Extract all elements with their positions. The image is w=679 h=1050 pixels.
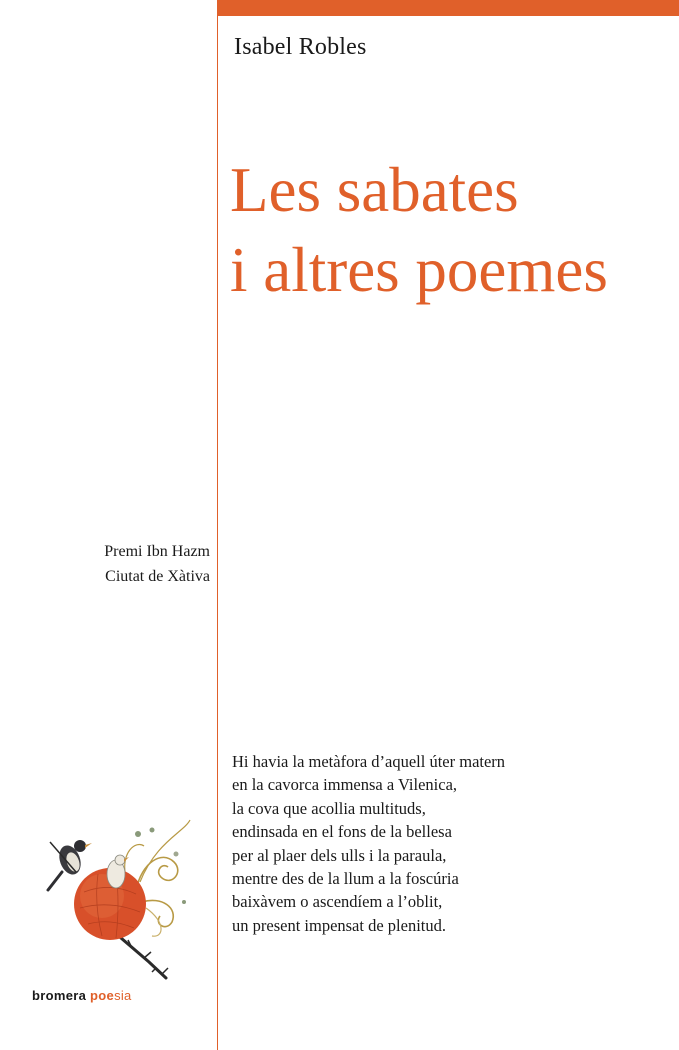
poem-excerpt — [232, 750, 505, 937]
prize-line-2: Ciutat de Xàtiva — [105, 568, 210, 585]
poem-line: mentre des de la llum a la foscúria — [232, 869, 459, 889]
vertical-divider-line — [217, 0, 218, 1050]
poem-line: Hi havia la metàfora d’aquell úter matern — [232, 752, 506, 771]
poem-line: endinsada en el fons de la bellesa — [232, 822, 452, 842]
poem-line: un present impensat de plenitud. — [232, 915, 446, 935]
collection-name — [90, 988, 132, 1003]
publisher-name: bromera — [32, 988, 87, 1003]
author-name: Isabel Robles — [234, 34, 367, 60]
prize-line-1: Premi Ibn Hazm — [104, 543, 210, 560]
poem-line: baixàvem o ascendíem a l’oblit, — [232, 892, 443, 912]
prize-label — [104, 539, 210, 589]
poem-line: en la cavorca immensa a Vilenica, — [232, 775, 458, 795]
title-line-2: i altres poemes — [230, 235, 608, 305]
collection-name-part: sia — [114, 988, 132, 1003]
poem-line: la cova que acollia multituds, — [232, 798, 426, 818]
top-accent-bar — [217, 0, 679, 16]
publisher-logo — [32, 988, 132, 1003]
collection-name-part: poe — [90, 988, 115, 1003]
book-title — [230, 150, 608, 310]
poem-line: per al plaer dels ulls i la paraula, — [232, 845, 447, 865]
title-line-1: Les sabates — [230, 155, 519, 225]
bird-on-pomegranate-illustration — [44, 812, 194, 982]
